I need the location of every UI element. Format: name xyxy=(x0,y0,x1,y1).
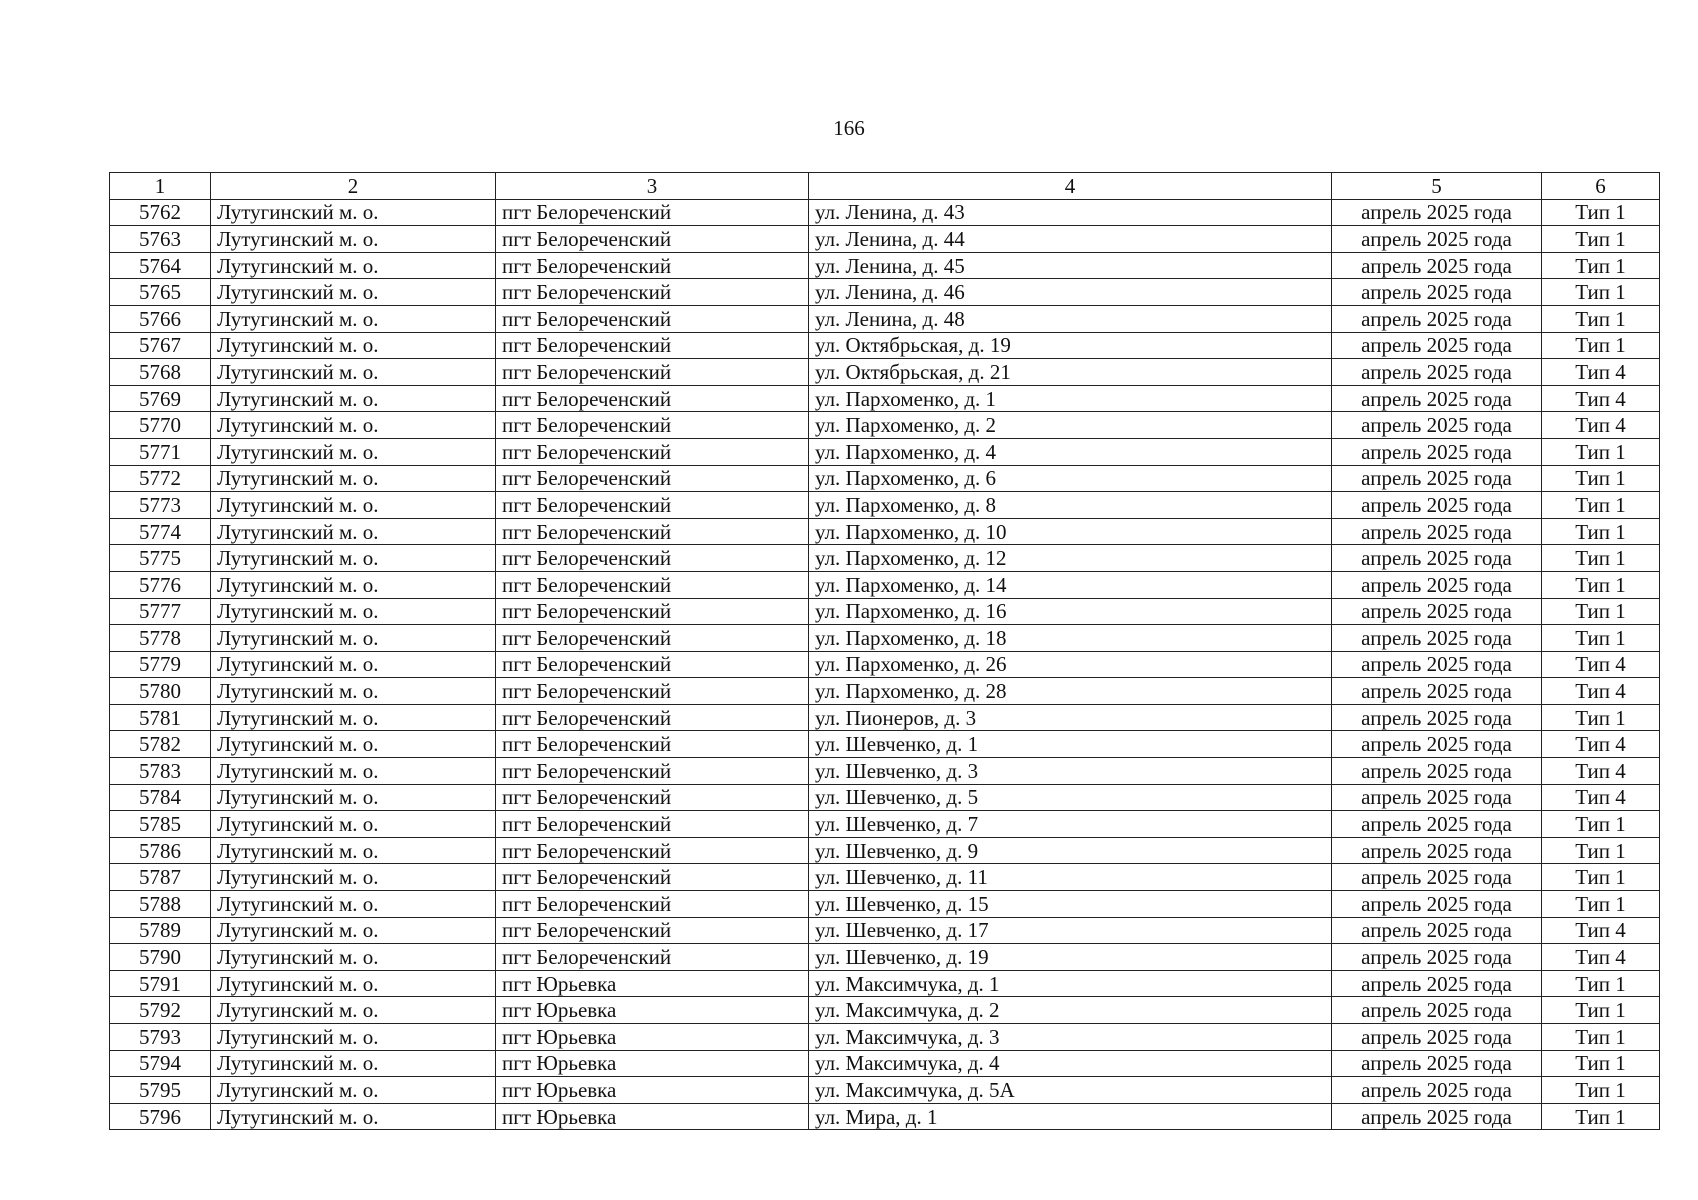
settlement-cell: пгт Белореченский xyxy=(496,731,809,758)
type-cell: Тип 1 xyxy=(1542,704,1660,731)
address-cell: ул. Мира, д. 1 xyxy=(809,1103,1332,1130)
table-row xyxy=(110,226,1660,253)
district-cell: Лутугинский м. о. xyxy=(211,917,496,944)
table-row xyxy=(110,279,1660,306)
district-cell: Лутугинский м. о. xyxy=(211,199,496,226)
district-cell: Лутугинский м. о. xyxy=(211,412,496,439)
address-cell: ул. Пархоменко, д. 16 xyxy=(809,598,1332,625)
type-cell: Тип 1 xyxy=(1542,997,1660,1024)
type-cell: Тип 1 xyxy=(1542,226,1660,253)
address-cell: ул. Пархоменко, д. 18 xyxy=(809,625,1332,652)
date-cell: апрель 2025 года xyxy=(1332,252,1542,279)
district-cell: Лутугинский м. о. xyxy=(211,492,496,519)
type-cell: Тип 4 xyxy=(1542,917,1660,944)
settlement-cell: пгт Белореченский xyxy=(496,678,809,705)
district-cell: Лутугинский м. о. xyxy=(211,252,496,279)
row-number-cell: 5772 xyxy=(110,465,211,492)
district-cell: Лутугинский м. о. xyxy=(211,465,496,492)
settlement-cell: пгт Белореченский xyxy=(496,651,809,678)
date-cell: апрель 2025 года xyxy=(1332,1103,1542,1130)
type-cell: Тип 1 xyxy=(1542,252,1660,279)
row-number-cell: 5773 xyxy=(110,492,211,519)
date-cell: апрель 2025 года xyxy=(1332,359,1542,386)
date-cell: апрель 2025 года xyxy=(1332,758,1542,785)
address-cell: ул. Пархоменко, д. 1 xyxy=(809,385,1332,412)
settlement-cell: пгт Юрьевка xyxy=(496,970,809,997)
row-number-cell: 5774 xyxy=(110,518,211,545)
table-row xyxy=(110,359,1660,386)
table-row xyxy=(110,731,1660,758)
address-cell: ул. Пархоменко, д. 8 xyxy=(809,492,1332,519)
address-cell: ул. Максимчука, д. 1 xyxy=(809,970,1332,997)
date-cell: апрель 2025 года xyxy=(1332,625,1542,652)
district-cell: Лутугинский м. о. xyxy=(211,837,496,864)
table-row xyxy=(110,252,1660,279)
address-cell: ул. Октябрьская, д. 21 xyxy=(809,359,1332,386)
settlement-cell: пгт Белореченский xyxy=(496,465,809,492)
type-cell: Тип 1 xyxy=(1542,837,1660,864)
table-row xyxy=(110,518,1660,545)
settlement-cell: пгт Белореченский xyxy=(496,252,809,279)
settlement-cell: пгт Белореченский xyxy=(496,917,809,944)
district-cell: Лутугинский м. о. xyxy=(211,864,496,891)
type-cell: Тип 1 xyxy=(1542,332,1660,359)
date-cell: апрель 2025 года xyxy=(1332,917,1542,944)
district-cell: Лутугинский м. о. xyxy=(211,226,496,253)
address-cell: ул. Ленина, д. 43 xyxy=(809,199,1332,226)
table-row xyxy=(110,837,1660,864)
row-number-cell: 5796 xyxy=(110,1103,211,1130)
type-cell: Тип 4 xyxy=(1542,651,1660,678)
date-cell: апрель 2025 года xyxy=(1332,438,1542,465)
date-cell: апрель 2025 года xyxy=(1332,997,1542,1024)
table-row xyxy=(110,412,1660,439)
type-cell: Тип 4 xyxy=(1542,784,1660,811)
table-row xyxy=(110,492,1660,519)
date-cell: апрель 2025 года xyxy=(1332,1050,1542,1077)
table-row xyxy=(110,598,1660,625)
type-cell: Тип 4 xyxy=(1542,944,1660,971)
settlement-cell: пгт Белореченский xyxy=(496,944,809,971)
column-header-4: 4 xyxy=(809,173,1332,200)
district-cell: Лутугинский м. о. xyxy=(211,731,496,758)
date-cell: апрель 2025 года xyxy=(1332,332,1542,359)
table-row xyxy=(110,465,1660,492)
table-row xyxy=(110,944,1660,971)
date-cell: апрель 2025 года xyxy=(1332,465,1542,492)
page-number: 166 xyxy=(833,116,865,140)
table-row xyxy=(110,678,1660,705)
address-cell: ул. Пархоменко, д. 4 xyxy=(809,438,1332,465)
date-cell: апрель 2025 года xyxy=(1332,651,1542,678)
row-number-cell: 5791 xyxy=(110,970,211,997)
settlement-cell: пгт Белореченский xyxy=(496,598,809,625)
type-cell: Тип 1 xyxy=(1542,811,1660,838)
row-number-cell: 5768 xyxy=(110,359,211,386)
address-cell: ул. Шевченко, д. 3 xyxy=(809,758,1332,785)
date-cell: апрель 2025 года xyxy=(1332,571,1542,598)
date-cell: апрель 2025 года xyxy=(1332,704,1542,731)
settlement-cell: пгт Белореченский xyxy=(496,492,809,519)
table-row xyxy=(110,917,1660,944)
settlement-cell: пгт Белореченский xyxy=(496,518,809,545)
row-number-cell: 5777 xyxy=(110,598,211,625)
settlement-cell: пгт Белореченский xyxy=(496,438,809,465)
address-cell: ул. Шевченко, д. 7 xyxy=(809,811,1332,838)
table-row xyxy=(110,1077,1660,1104)
settlement-cell: пгт Юрьевка xyxy=(496,1077,809,1104)
type-cell: Тип 4 xyxy=(1542,758,1660,785)
settlement-cell: пгт Белореченский xyxy=(496,412,809,439)
row-number-cell: 5787 xyxy=(110,864,211,891)
row-number-cell: 5778 xyxy=(110,625,211,652)
type-cell: Тип 1 xyxy=(1542,1050,1660,1077)
settlement-cell: пгт Белореченский xyxy=(496,545,809,572)
row-number-cell: 5783 xyxy=(110,758,211,785)
type-cell: Тип 1 xyxy=(1542,279,1660,306)
table-row xyxy=(110,811,1660,838)
table-row xyxy=(110,1050,1660,1077)
row-number-cell: 5771 xyxy=(110,438,211,465)
row-number-cell: 5765 xyxy=(110,279,211,306)
table-row xyxy=(110,438,1660,465)
type-cell: Тип 1 xyxy=(1542,1103,1660,1130)
type-cell: Тип 4 xyxy=(1542,359,1660,386)
address-cell: ул. Пархоменко, д. 14 xyxy=(809,571,1332,598)
table-row xyxy=(110,704,1660,731)
date-cell: апрель 2025 года xyxy=(1332,199,1542,226)
settlement-cell: пгт Белореченский xyxy=(496,891,809,918)
settlement-cell: пгт Белореченский xyxy=(496,305,809,332)
date-cell: апрель 2025 года xyxy=(1332,1024,1542,1051)
settlement-cell: пгт Белореченский xyxy=(496,359,809,386)
address-cell: ул. Максимчука, д. 2 xyxy=(809,997,1332,1024)
date-cell: апрель 2025 года xyxy=(1332,837,1542,864)
address-cell: ул. Пархоменко, д. 26 xyxy=(809,651,1332,678)
table-row xyxy=(110,864,1660,891)
row-number-cell: 5793 xyxy=(110,1024,211,1051)
type-cell: Тип 1 xyxy=(1542,199,1660,226)
type-cell: Тип 1 xyxy=(1542,1077,1660,1104)
row-number-cell: 5782 xyxy=(110,731,211,758)
column-header-1: 1 xyxy=(110,173,211,200)
address-cell: ул. Максимчука, д. 4 xyxy=(809,1050,1332,1077)
district-cell: Лутугинский м. о. xyxy=(211,811,496,838)
district-cell: Лутугинский м. о. xyxy=(211,891,496,918)
settlement-cell: пгт Белореченский xyxy=(496,758,809,785)
table-row xyxy=(110,545,1660,572)
address-cell: ул. Шевченко, д. 1 xyxy=(809,731,1332,758)
district-cell: Лутугинский м. о. xyxy=(211,758,496,785)
address-cell: ул. Пархоменко, д. 2 xyxy=(809,412,1332,439)
settlement-cell: пгт Белореченский xyxy=(496,837,809,864)
district-cell: Лутугинский м. о. xyxy=(211,970,496,997)
settlement-cell: пгт Белореченский xyxy=(496,784,809,811)
settlement-cell: пгт Юрьевка xyxy=(496,1050,809,1077)
address-cell: ул. Максимчука, д. 3 xyxy=(809,1024,1332,1051)
row-number-cell: 5769 xyxy=(110,385,211,412)
row-number-cell: 5764 xyxy=(110,252,211,279)
district-cell: Лутугинский м. о. xyxy=(211,359,496,386)
date-cell: апрель 2025 года xyxy=(1332,784,1542,811)
address-cell: ул. Шевченко, д. 15 xyxy=(809,891,1332,918)
address-cell: ул. Шевченко, д. 11 xyxy=(809,864,1332,891)
date-cell: апрель 2025 года xyxy=(1332,811,1542,838)
district-cell: Лутугинский м. о. xyxy=(211,518,496,545)
column-header-2: 2 xyxy=(211,173,496,200)
district-cell: Лутугинский м. о. xyxy=(211,279,496,306)
settlement-cell: пгт Белореченский xyxy=(496,704,809,731)
type-cell: Тип 1 xyxy=(1542,465,1660,492)
type-cell: Тип 1 xyxy=(1542,492,1660,519)
row-number-cell: 5781 xyxy=(110,704,211,731)
date-cell: апрель 2025 года xyxy=(1332,970,1542,997)
type-cell: Тип 1 xyxy=(1542,1024,1660,1051)
district-cell: Лутугинский м. о. xyxy=(211,305,496,332)
address-cell: ул. Ленина, д. 48 xyxy=(809,305,1332,332)
district-cell: Лутугинский м. о. xyxy=(211,1103,496,1130)
date-cell: апрель 2025 года xyxy=(1332,545,1542,572)
district-cell: Лутугинский м. о. xyxy=(211,784,496,811)
settlement-cell: пгт Белореченский xyxy=(496,811,809,838)
row-number-cell: 5784 xyxy=(110,784,211,811)
column-header-3: 3 xyxy=(496,173,809,200)
date-cell: апрель 2025 года xyxy=(1332,598,1542,625)
address-cell: ул. Пионеров, д. 3 xyxy=(809,704,1332,731)
row-number-cell: 5785 xyxy=(110,811,211,838)
settlement-cell: пгт Белореченский xyxy=(496,625,809,652)
type-cell: Тип 1 xyxy=(1542,864,1660,891)
date-cell: апрель 2025 года xyxy=(1332,731,1542,758)
type-cell: Тип 1 xyxy=(1542,518,1660,545)
settlement-cell: пгт Белореченский xyxy=(496,199,809,226)
row-number-cell: 5775 xyxy=(110,545,211,572)
table-row xyxy=(110,651,1660,678)
district-cell: Лутугинский м. о. xyxy=(211,651,496,678)
address-cell: ул. Шевченко, д. 5 xyxy=(809,784,1332,811)
table-row xyxy=(110,1103,1660,1130)
row-number-cell: 5788 xyxy=(110,891,211,918)
address-cell: ул. Максимчука, д. 5А xyxy=(809,1077,1332,1104)
type-cell: Тип 1 xyxy=(1542,545,1660,572)
district-cell: Лутугинский м. о. xyxy=(211,571,496,598)
address-cell: ул. Ленина, д. 46 xyxy=(809,279,1332,306)
district-cell: Лутугинский м. о. xyxy=(211,997,496,1024)
settlement-cell: пгт Белореченский xyxy=(496,385,809,412)
register-table xyxy=(109,172,1660,1130)
table-row xyxy=(110,891,1660,918)
address-cell: ул. Пархоменко, д. 6 xyxy=(809,465,1332,492)
settlement-cell: пгт Белореченский xyxy=(496,864,809,891)
date-cell: апрель 2025 года xyxy=(1332,385,1542,412)
district-cell: Лутугинский м. о. xyxy=(211,944,496,971)
row-number-cell: 5794 xyxy=(110,1050,211,1077)
date-cell: апрель 2025 года xyxy=(1332,518,1542,545)
table-row xyxy=(110,625,1660,652)
district-cell: Лутугинский м. о. xyxy=(211,1077,496,1104)
table-row xyxy=(110,997,1660,1024)
district-cell: Лутугинский м. о. xyxy=(211,332,496,359)
settlement-cell: пгт Юрьевка xyxy=(496,1103,809,1130)
row-number-cell: 5795 xyxy=(110,1077,211,1104)
date-cell: апрель 2025 года xyxy=(1332,678,1542,705)
row-number-cell: 5780 xyxy=(110,678,211,705)
table-row xyxy=(110,970,1660,997)
date-cell: апрель 2025 года xyxy=(1332,279,1542,306)
address-cell: ул. Ленина, д. 44 xyxy=(809,226,1332,253)
table-row xyxy=(110,571,1660,598)
row-number-cell: 5792 xyxy=(110,997,211,1024)
settlement-cell: пгт Белореченский xyxy=(496,332,809,359)
row-number-cell: 5762 xyxy=(110,199,211,226)
address-cell: ул. Шевченко, д. 19 xyxy=(809,944,1332,971)
row-number-cell: 5766 xyxy=(110,305,211,332)
type-cell: Тип 4 xyxy=(1542,385,1660,412)
district-cell: Лутугинский м. о. xyxy=(211,438,496,465)
table-row xyxy=(110,332,1660,359)
address-cell: ул. Пархоменко, д. 28 xyxy=(809,678,1332,705)
row-number-cell: 5763 xyxy=(110,226,211,253)
row-number-cell: 5786 xyxy=(110,837,211,864)
type-cell: Тип 1 xyxy=(1542,305,1660,332)
settlement-cell: пгт Белореченский xyxy=(496,226,809,253)
row-number-cell: 5767 xyxy=(110,332,211,359)
settlement-cell: пгт Юрьевка xyxy=(496,1024,809,1051)
table-body xyxy=(110,199,1660,1130)
district-cell: Лутугинский м. о. xyxy=(211,625,496,652)
address-cell: ул. Шевченко, д. 17 xyxy=(809,917,1332,944)
table-row xyxy=(110,305,1660,332)
date-cell: апрель 2025 года xyxy=(1332,305,1542,332)
table-row xyxy=(110,758,1660,785)
type-cell: Тип 1 xyxy=(1542,571,1660,598)
column-header-5: 5 xyxy=(1332,173,1542,200)
district-cell: Лутугинский м. о. xyxy=(211,678,496,705)
row-number-cell: 5770 xyxy=(110,412,211,439)
settlement-cell: пгт Белореченский xyxy=(496,279,809,306)
settlement-cell: пгт Юрьевка xyxy=(496,997,809,1024)
table-row xyxy=(110,1024,1660,1051)
date-cell: апрель 2025 года xyxy=(1332,864,1542,891)
date-cell: апрель 2025 года xyxy=(1332,944,1542,971)
row-number-cell: 5789 xyxy=(110,917,211,944)
table-row xyxy=(110,385,1660,412)
type-cell: Тип 1 xyxy=(1542,625,1660,652)
type-cell: Тип 4 xyxy=(1542,731,1660,758)
address-cell: ул. Октябрьская, д. 19 xyxy=(809,332,1332,359)
district-cell: Лутугинский м. о. xyxy=(211,1050,496,1077)
type-cell: Тип 1 xyxy=(1542,598,1660,625)
table-row xyxy=(110,199,1660,226)
type-cell: Тип 4 xyxy=(1542,678,1660,705)
district-cell: Лутугинский м. о. xyxy=(211,545,496,572)
address-cell: ул. Шевченко, д. 9 xyxy=(809,837,1332,864)
date-cell: апрель 2025 года xyxy=(1332,1077,1542,1104)
district-cell: Лутугинский м. о. xyxy=(211,1024,496,1051)
table-row xyxy=(110,784,1660,811)
type-cell: Тип 1 xyxy=(1542,891,1660,918)
district-cell: Лутугинский м. о. xyxy=(211,704,496,731)
date-cell: апрель 2025 года xyxy=(1332,412,1542,439)
settlement-cell: пгт Белореченский xyxy=(496,571,809,598)
date-cell: апрель 2025 года xyxy=(1332,492,1542,519)
address-cell: ул. Пархоменко, д. 12 xyxy=(809,545,1332,572)
address-cell: ул. Пархоменко, д. 10 xyxy=(809,518,1332,545)
column-header-6: 6 xyxy=(1542,173,1660,200)
date-cell: апрель 2025 года xyxy=(1332,226,1542,253)
row-number-cell: 5790 xyxy=(110,944,211,971)
row-number-cell: 5776 xyxy=(110,571,211,598)
date-cell: апрель 2025 года xyxy=(1332,891,1542,918)
district-cell: Лутугинский м. о. xyxy=(211,385,496,412)
address-cell: ул. Ленина, д. 45 xyxy=(809,252,1332,279)
type-cell: Тип 1 xyxy=(1542,438,1660,465)
row-number-cell: 5779 xyxy=(110,651,211,678)
type-cell: Тип 4 xyxy=(1542,412,1660,439)
table-header-row xyxy=(110,173,1660,200)
type-cell: Тип 1 xyxy=(1542,970,1660,997)
district-cell: Лутугинский м. о. xyxy=(211,598,496,625)
